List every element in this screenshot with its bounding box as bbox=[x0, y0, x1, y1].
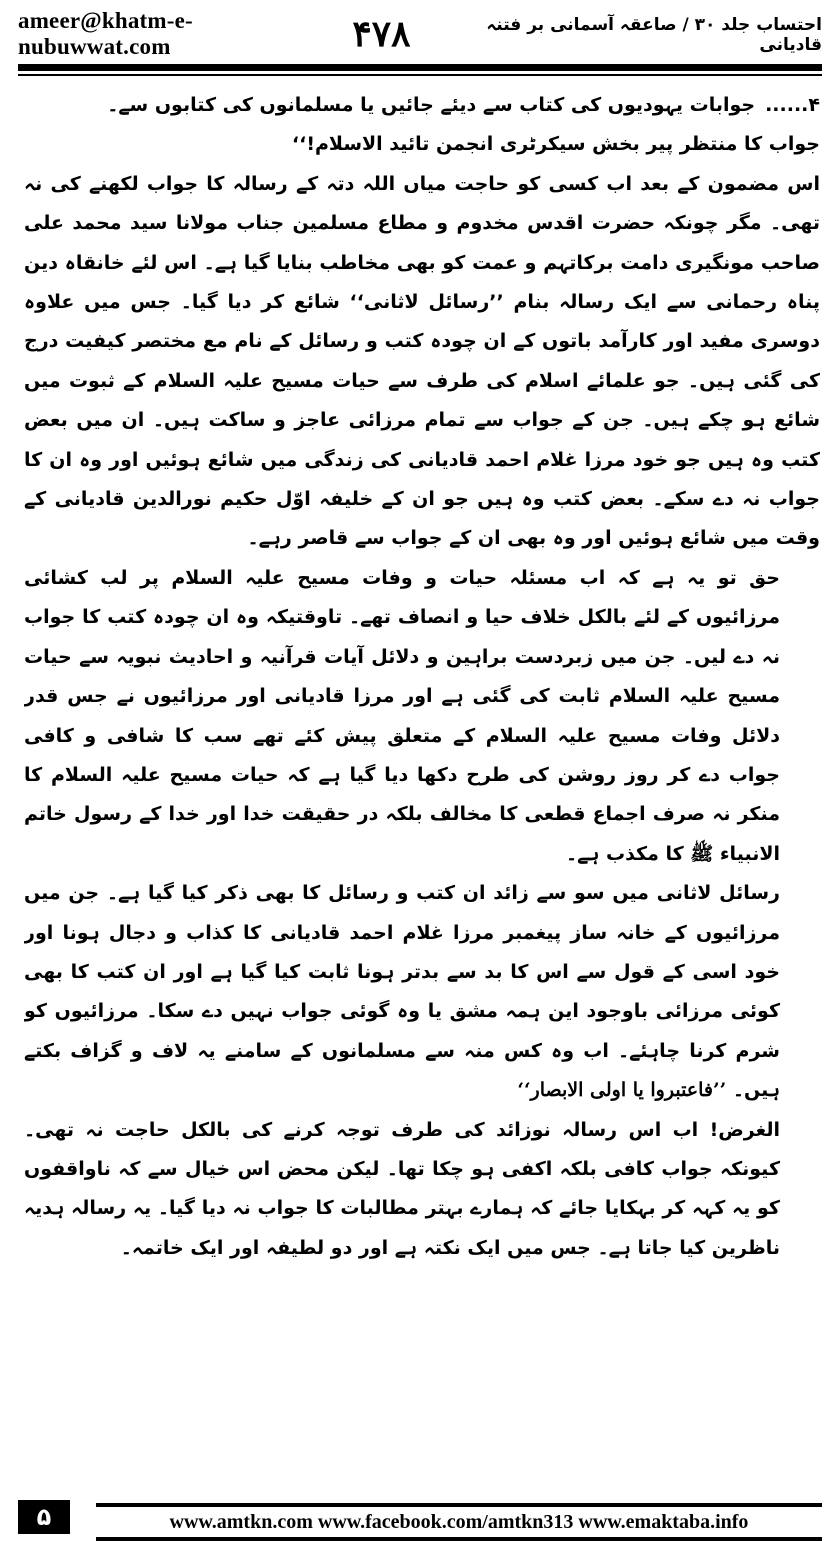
header-page-number: ۴۷۸ bbox=[352, 13, 411, 55]
paragraph-text: اس مضمون کے بعد اب کسی کو حاجت میاں اللہ دتہ کے رسالہ کا جواب لکھنے کی نہ تھی۔ مگر چونکہ حضرت اقدس مخدوم و مطاع مسلمین جناب مولانا سید محمد علی صاحب مونگیری دامت برکاتہم و عمت کو بھی مخاطب بنایا گیا ہے۔ اس لئے خانقاہ دین پناہ رحمانی سے ایک رسالہ بنام ’’رسائل لاثانی‘‘ شائع کر دیا گیا۔ جس میں علاوہ دوسری مفید اور کارآمد باتوں کے ان چودہ کتب و رسائل کے نام مع مختصر کیفیت درج کی گئی ہیں۔ جو علمائے اسلام کی طرف سے حیات مسیح علیہ السلام کے ثبوت میں شائع ہو چکے ہیں۔ جن کے جواب سے تمام مرزائی عاجز و ساکت ہیں۔ ان میں بعض کتب وہ ہیں جو خود مرزا غلام احمد قادیانی کی زندگی میں شائع ہوئیں اور وہ ان کا جواب نہ دے سکے۔ بعض کتب وہ ہیں جو ان کے خلیفہ اوّل حکیم نورالدین قادیانی کے وقت میں شائع ہوئیں اور وہ بھی ان کے جواب سے قاصر رہے۔ bbox=[24, 172, 820, 550]
header-left bbox=[18, 8, 428, 60]
header-rule-thick bbox=[18, 64, 822, 71]
header-book-title: احتساب جلد ۳۰ / صاعقہ آسمانی بر فتنہ قادیانی bbox=[486, 14, 822, 55]
page-header bbox=[18, 8, 822, 60]
paragraph-text: جواب کا منتظر پیر بخش سیکرٹری انجمن تائید الاسلام!‘‘ bbox=[291, 133, 820, 156]
body-paragraph bbox=[24, 125, 820, 164]
body-paragraph bbox=[24, 874, 820, 1110]
quoted-phrase: ’’فاعتبروا یا اولی الابصار‘‘ bbox=[517, 1079, 727, 1102]
paragraph-text: حق تو یہ ہے کہ اب مسئلہ حیات و وفات مسیح علیہ السلام پر لب کشائی مرزائیوں کے لئے بالکل خلاف حیا و انصاف تھے۔ تاوقتیکہ وہ ان چودہ کتب کا جواب نہ دے لیں۔ جن میں زبردست براہین و دلائل آیات قرآنیہ و احادیث نبویہ سے حیات مسیح علیہ السلام ثابت کی گئی ہے اور مرزا قادیانی اور مرزائیوں نے جس قدر دلائل وفات مسیح علیہ السلام کے متعلق پیش کئے تھے سب کا شافی و کافی جواب دے کر روز روشن کی طرح دکھا دیا گیا ہے کہ حیات مسیح علیہ السلام کا منکر نہ صرف اجماع قطعی کا مخالف بلکہ در حقیقت خدا اور خدا کے رسول خاتم الانبیاء ﷺ کا مکذب ہے۔ bbox=[24, 566, 780, 865]
header-email[interactable]: ameer@khatm-e-nubuwwat.com bbox=[18, 8, 193, 59]
paragraph-text: جوابات یہودیوں کی کتاب سے دیئے جائیں یا مسلمانوں کی کتابوں سے۔ bbox=[107, 94, 756, 116]
paragraph-text: الغرض! اب اس رسالہ نوزائد کی طرف توجہ کرنے کی بالکل حاجت نہ تھی۔ کیونکہ جواب کافی بلکہ اکفی ہو چکا تھا۔ لیکن محض اس خیال سے کہ ناواقفوں کو یہ کہہ کر بہکایا جائے کہ ہمارے بہتر مطالبات کا جواب نہ دیا گیا۔ یہ رسالہ ہدیہ ناظرین کیا جاتا ہے۔ جس میں ایک نکتہ ہے اور دو لطیفہ اور ایک خاتمہ۔ bbox=[24, 1118, 780, 1259]
body-paragraph bbox=[24, 1111, 820, 1269]
paragraph-text: رسائل لاثانی میں سو سے زائد ان کتب و رسائل کا بھی ذکر کیا گیا ہے۔ جن میں مرزائیوں کے خانہ ساز پیغمبر مرزا غلام احمد قادیانی کا کذاب و دجال ہونا اور خود اسی کے قول سے اس کا بد سے بدتر ہونا ثابت کیا گیا ہے اور ان کتب کا بھی کوئی مرزائی باوجود این ہمہ مشق یا وہ گوئی جواب نہیں دے سکا۔ مرزائیوں کو شرم کرنا چاہئے۔ اب وہ کس منہ سے مسلمانوں کے سامنے یہ لاف و گزاف بکتے ہیں۔ bbox=[24, 882, 780, 1102]
body-paragraph bbox=[24, 165, 820, 559]
item-number: ۴...... bbox=[765, 94, 820, 116]
page-body bbox=[24, 86, 820, 1466]
body-paragraph bbox=[24, 86, 820, 125]
folio-number: ۵ bbox=[18, 1500, 70, 1534]
footer-links[interactable]: www.amtkn.com www.facebook.com/amtkn313 www.emaktaba.info bbox=[96, 1503, 822, 1541]
header-rule-thin bbox=[18, 74, 822, 76]
page-footer bbox=[0, 1494, 840, 1540]
body-paragraph bbox=[24, 559, 820, 874]
